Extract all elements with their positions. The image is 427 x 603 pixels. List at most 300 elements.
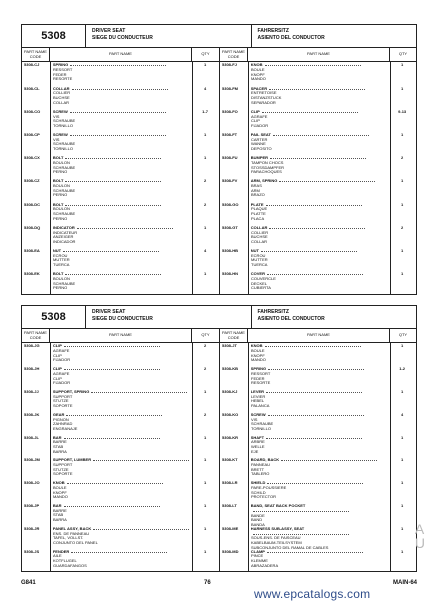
part-translation: BUCHSE <box>53 94 70 100</box>
part-translation: TUERCA <box>251 261 268 267</box>
part-entry <box>22 367 219 386</box>
entries-right <box>220 343 416 571</box>
part-name: SPACER <box>250 85 268 91</box>
part-translation: SCHRAUBE <box>53 187 76 193</box>
part-translation: SCHILD <box>251 489 266 495</box>
part-name: SPRING <box>52 62 69 68</box>
col-part-name: PART NAME <box>50 48 192 61</box>
footer-page-number: 76 <box>204 580 211 586</box>
part-row <box>220 156 416 161</box>
part-translation: ENGRANAJE <box>53 425 78 431</box>
part-name-cell <box>50 504 191 509</box>
dot-leader <box>265 65 361 66</box>
dot-leader <box>65 181 161 182</box>
column-divider <box>50 343 51 571</box>
part-translation: BANDE <box>251 512 265 518</box>
part-translation: VIS <box>53 136 60 142</box>
part-name-cell <box>50 367 191 372</box>
part-qty: 2 <box>203 178 207 184</box>
part-qty: 2 <box>203 411 207 417</box>
part-translation: BOULE <box>251 348 265 354</box>
part-qty: 2 <box>401 155 404 161</box>
part-row <box>22 87 219 92</box>
col-part-name: PART NAME <box>248 48 390 61</box>
part-entry <box>220 249 416 268</box>
part-entry <box>220 481 416 500</box>
column-divider <box>248 62 249 294</box>
part-entry <box>22 203 219 222</box>
part-row <box>22 344 219 349</box>
part-row <box>220 203 416 208</box>
part-qty: 1 <box>401 548 404 554</box>
part-qty: 1 <box>203 548 207 554</box>
part-translation: PERNO <box>53 192 68 198</box>
part-name: NUT <box>52 247 62 253</box>
dot-leader <box>65 274 161 275</box>
part-row <box>22 413 219 418</box>
part-name: ARM, SPRING <box>250 178 278 184</box>
part-code: 5308-HB <box>222 247 239 253</box>
part-row <box>220 367 416 372</box>
part-entry <box>220 272 416 291</box>
part-row <box>22 110 219 115</box>
part-translation: RESSORT <box>53 67 73 73</box>
title-right <box>252 25 417 47</box>
part-name: BOLT <box>52 178 64 184</box>
part-translation: BARRA <box>53 448 67 454</box>
title-fr: SIEGE DU CONDUCTEUR <box>92 34 153 41</box>
part-code: 5308-FT <box>222 131 238 137</box>
part-translation: KNOPF <box>53 489 67 495</box>
part-row <box>220 481 416 486</box>
part-translation: BOULON <box>53 183 70 189</box>
part-row <box>22 63 219 68</box>
col-part-code: PART NAME CODE <box>22 48 50 61</box>
part-entry <box>22 413 219 432</box>
part-name: BAR <box>52 434 62 440</box>
part-code: 5308-JH <box>24 366 40 372</box>
part-name-cell <box>50 550 191 555</box>
part-entry <box>220 527 416 550</box>
part-name-cell <box>50 272 191 277</box>
dot-leader <box>93 460 189 461</box>
part-code: 5308-JL <box>24 434 39 440</box>
part-row <box>220 527 416 537</box>
part-code: 5308-JK <box>24 411 40 417</box>
part-translation: COLLAR <box>53 99 70 105</box>
title-fr: SIEGE DU CONDUCTEUR <box>92 315 153 322</box>
col-part-code: PART NAME CODE <box>220 48 248 61</box>
dot-leader <box>266 438 362 439</box>
part-translation: AILE <box>53 553 62 559</box>
part-name: PAIL SEAT <box>250 131 271 137</box>
part-translation: STUTZE <box>53 466 69 472</box>
entries-left <box>22 62 220 294</box>
part-qty: 1 <box>401 85 404 91</box>
part-name: BAR <box>52 502 62 508</box>
part-qty: 2 <box>203 366 207 372</box>
part-name-cell <box>248 63 389 68</box>
column-divider <box>390 62 391 294</box>
part-code: 5308-JP <box>24 502 40 508</box>
dot-leader <box>66 415 162 416</box>
dot-leader <box>64 346 160 347</box>
part-translation: STOSSDAMPFER <box>251 164 285 170</box>
part-translation: SUPPORT <box>53 393 73 399</box>
part-qty: 2 <box>203 343 207 349</box>
part-row <box>220 272 416 277</box>
part-translation: PINCE <box>251 553 264 559</box>
part-translation: COLLAR <box>251 238 268 244</box>
section-code: 5308 <box>22 306 86 328</box>
part-translation: BAND <box>251 517 263 523</box>
part-code: 5308-JR <box>24 525 40 531</box>
part-name: HARNESS SUB-ASSY, SEAT <box>250 525 305 531</box>
part-qty: 1 <box>203 224 207 230</box>
part-translation: SOPORTE <box>53 471 73 477</box>
dot-leader <box>72 89 168 90</box>
part-entry <box>220 390 416 409</box>
part-qty: 1 <box>203 502 207 508</box>
part-code: 5308-ME <box>222 525 239 531</box>
part-code: 5308-HN <box>222 271 239 277</box>
col-part-name: PART NAME <box>248 329 390 342</box>
part-entry <box>22 133 219 152</box>
part-row <box>220 133 416 138</box>
part-entry <box>22 63 219 82</box>
part-row <box>220 249 416 254</box>
part-translation: ABRAZADERA <box>251 562 279 568</box>
part-row <box>220 458 416 463</box>
part-name: PLATE <box>250 201 264 207</box>
part-translation: DECKEL <box>251 280 268 286</box>
part-translation: ANZEIGER <box>53 234 74 240</box>
part-translation: FEDER <box>53 71 67 77</box>
part-qty: 1 <box>203 271 207 277</box>
column-divider <box>50 62 51 294</box>
part-row <box>220 226 416 231</box>
part-translation: BOULON <box>53 159 70 165</box>
part-translation: AGRAFE <box>53 348 70 354</box>
part-name: SUPPORT, LUMBER <box>52 457 92 463</box>
part-name: CLIP <box>250 108 260 114</box>
entries-right <box>220 62 416 294</box>
part-translation: PIGNON <box>53 416 69 422</box>
title-es: ASIENTO DEL CONDUCTOR <box>257 315 325 322</box>
part-code: 5308-CX <box>24 155 40 161</box>
part-translation: COLLIER <box>251 229 269 235</box>
part-entry <box>220 458 416 477</box>
part-code: 5308-FM <box>222 85 239 91</box>
part-translation: SCHRAUBE <box>53 280 76 286</box>
part-qty: 2 <box>203 201 207 207</box>
part-row <box>220 550 416 555</box>
part-qty: 1 <box>401 62 404 68</box>
part-translation: ARM <box>251 187 260 193</box>
part-code: 5308-EK <box>24 271 40 277</box>
part-name-cell <box>50 179 191 184</box>
part-qty: 1 <box>203 525 207 531</box>
part-translation: PARE-POUSSIERE <box>251 484 287 490</box>
part-code: 5308-CJ <box>24 62 40 68</box>
dot-leader <box>279 181 375 182</box>
part-translation: BOULE <box>251 67 265 73</box>
title-en: DRIVER SEAT <box>92 28 126 34</box>
part-row <box>220 110 416 115</box>
part-code: 5308-GT <box>222 224 238 230</box>
part-translation: SCHRAUBE <box>251 421 274 427</box>
part-translation: RESSORT <box>251 370 271 376</box>
part-name-cell <box>50 436 191 441</box>
dot-leader <box>70 112 166 113</box>
part-code: 5308-LT <box>222 502 237 508</box>
part-translation: BOULON <box>53 275 70 281</box>
part-name-cell <box>50 203 191 208</box>
part-translation: BRAS <box>251 183 262 189</box>
part-translation: BARRE <box>53 507 67 513</box>
part-row <box>22 249 219 254</box>
col-part-code: PART NAME CODE <box>220 329 248 342</box>
part-row <box>22 504 219 509</box>
part-entry <box>22 458 219 477</box>
part-translation: SUPPORT <box>53 462 73 468</box>
part-row <box>220 179 416 184</box>
part-row <box>22 133 219 138</box>
part-name: NUT <box>250 247 259 253</box>
part-translation: TORNILLO <box>251 425 271 431</box>
part-name-cell <box>50 481 191 486</box>
part-row <box>22 203 219 208</box>
part-row <box>220 504 416 514</box>
dot-leader <box>77 228 173 229</box>
part-entry <box>22 436 219 455</box>
part-name-cell <box>248 550 389 555</box>
title-en: DRIVER SEAT <box>92 309 126 315</box>
part-translation: FIJADOR <box>53 380 71 386</box>
part-name-cell <box>248 344 389 349</box>
part-code: 5308-CP <box>24 131 40 137</box>
part-name: SPRING <box>250 366 267 372</box>
part-translation: KLEMME <box>251 557 268 563</box>
col-part-code: PART NAME CODE <box>22 329 50 342</box>
part-qty: 1 <box>401 343 404 349</box>
title-de: FAHRERSITZ <box>257 309 289 315</box>
part-translation: SCHRAUBE <box>53 164 76 170</box>
part-name-cell <box>50 156 191 161</box>
part-translation: EJE <box>251 448 259 454</box>
dot-leader <box>91 392 187 393</box>
part-row <box>220 87 416 92</box>
dot-leader <box>67 483 163 484</box>
part-translation: PERNO <box>53 285 68 291</box>
part-name: COLLAR <box>52 85 70 91</box>
part-code: 5308-CZ <box>24 178 40 184</box>
part-translation: ECROU <box>53 252 68 258</box>
part-row <box>220 344 416 349</box>
part-qty: 1 <box>203 62 207 68</box>
part-qty: 1 <box>401 271 404 277</box>
part-translation: SEPARADOR <box>251 99 276 105</box>
part-entry <box>22 156 219 175</box>
part-name: FENDER <box>52 548 70 554</box>
part-name-cell <box>248 413 389 418</box>
part-code: 5308-FV <box>222 178 238 184</box>
part-translation: KNOPF <box>251 71 265 77</box>
part-code: 5308-GO <box>222 201 239 207</box>
part-row <box>22 156 219 161</box>
part-translation: TAFEL, VOLLST. <box>53 535 84 541</box>
dot-leader <box>269 89 365 90</box>
part-name: PANEL ASSY, BACK <box>52 525 92 531</box>
part-translation: FIJADOR <box>251 122 269 128</box>
part-translation: PANNEAU <box>251 462 271 468</box>
part-qty: 1 <box>203 434 207 440</box>
part-translation: BOULE <box>53 484 67 490</box>
part-entry <box>220 110 416 129</box>
part-entry <box>22 344 219 363</box>
part-name: KNOB <box>250 343 263 349</box>
part-row <box>22 367 219 372</box>
part-name-cell <box>248 436 389 441</box>
part-row <box>220 390 416 395</box>
part-qty: 1 <box>203 155 207 161</box>
part-code: 5308-CL <box>24 85 40 91</box>
part-translation: PERNO <box>53 169 68 175</box>
part-name: CLIP <box>52 366 62 372</box>
part-name: COLLAR <box>250 224 268 230</box>
part-translation: SCHRAUBE <box>53 141 76 147</box>
part-translation: KOTFLUGEL <box>53 557 77 563</box>
part-translation: SCHRAUBE <box>53 210 76 216</box>
part-name-cell <box>50 87 191 92</box>
part-entry <box>220 504 416 527</box>
part-translation: PERNO <box>53 215 68 221</box>
part-entry <box>22 179 219 198</box>
part-translation: SCHRAUBE <box>53 118 76 124</box>
part-entry <box>220 436 416 455</box>
part-name-cell <box>50 249 191 254</box>
part-name-cell <box>248 390 389 395</box>
part-entry <box>22 87 219 106</box>
part-qty: 4 <box>203 247 207 253</box>
part-translation: TAMPON CHOCS <box>251 159 284 165</box>
part-translation: STAB <box>53 443 64 449</box>
part-name: SCREW <box>52 131 68 137</box>
part-entry <box>220 367 416 386</box>
part-name-cell <box>248 179 389 184</box>
part-entry <box>220 156 416 175</box>
part-translation: MUTTER <box>53 257 70 263</box>
dot-leader <box>281 460 377 461</box>
part-translation: ZAHNRAD <box>53 421 73 427</box>
part-code: 5308-DQ <box>24 224 41 230</box>
dot-leader <box>268 415 364 416</box>
part-translation: AGRAFE <box>53 370 70 376</box>
part-code: 5308-CO <box>24 108 41 114</box>
part-translation: COUVERCLE <box>251 275 276 281</box>
part-qty: 1 <box>203 480 207 486</box>
part-qty: 1 <box>203 131 207 137</box>
part-translation: STAB <box>53 512 64 518</box>
part-translation: PLACA <box>251 215 265 221</box>
part-qty: 1 <box>401 247 404 253</box>
part-translation: RESORTE <box>251 380 271 386</box>
part-entry <box>220 63 416 82</box>
footer-model: G841 <box>21 580 36 586</box>
part-translation: ECROU <box>251 252 266 258</box>
part-translation: PALANCA <box>251 402 270 408</box>
title-es: ASIENTO DEL CONDUCTOR <box>257 34 325 41</box>
col-qty: QTY <box>192 48 220 61</box>
column-headers <box>22 48 416 62</box>
side-letters: A U <box>414 521 425 551</box>
parts-table-top <box>21 24 417 295</box>
dot-leader <box>70 135 166 136</box>
dot-leader <box>64 438 160 439</box>
part-translation: BRETT <box>251 466 265 472</box>
title-right <box>252 306 417 328</box>
part-name: BUMPER <box>250 155 269 161</box>
part-code: 5308-MD <box>222 548 239 554</box>
dot-leader <box>63 251 159 252</box>
dot-leader <box>261 251 357 252</box>
part-translation: VIS <box>53 113 60 119</box>
part-name-cell <box>50 413 191 418</box>
part-translation: BARRA <box>53 516 67 522</box>
part-translation: HEBEL <box>251 398 265 404</box>
part-code: 5308-JS <box>24 548 40 554</box>
part-translation: TABLERO <box>251 471 270 477</box>
part-code: 5308-JO <box>24 480 40 486</box>
part-translation: ENTRETOISE <box>251 90 277 96</box>
part-entry <box>220 203 416 222</box>
part-translation: COLLIER <box>53 90 71 96</box>
part-translation: TUERCA <box>53 261 70 267</box>
dot-leader <box>270 158 366 159</box>
part-translation: KABELBAUM-TEILSYSTEM <box>251 539 302 545</box>
watermark: www.epcatalogs.com <box>254 587 371 601</box>
part-name: SHIELD <box>250 480 266 486</box>
dot-leader <box>267 483 363 484</box>
part-name: BOARD, BACK <box>250 457 280 463</box>
part-name: SCREW <box>250 411 266 417</box>
part-translation: ENS. DE PANNEAU <box>53 530 90 536</box>
part-translation: FEDER <box>251 375 265 381</box>
part-translation: RESORTE <box>53 76 73 82</box>
part-code: 5308-EA <box>24 247 40 253</box>
part-code: 5308-KJ <box>222 388 238 394</box>
part-code: 5308-JG <box>24 343 40 349</box>
part-code: 5308-FU <box>222 155 238 161</box>
dot-leader <box>71 552 167 553</box>
part-row <box>22 458 219 463</box>
part-code: 5308-FJ <box>222 62 237 68</box>
part-name-cell <box>50 344 191 349</box>
dot-leader <box>64 506 160 507</box>
part-translation: STUTZE <box>53 398 69 404</box>
part-row <box>22 527 219 532</box>
dot-leader <box>266 392 362 393</box>
part-translation: CLIP <box>251 118 260 124</box>
part-entry <box>22 272 219 291</box>
part-qty: 1 <box>401 480 404 486</box>
title-left <box>86 306 252 328</box>
part-translation: MUTTER <box>251 257 268 263</box>
part-translation: KNOPF <box>251 352 265 358</box>
dot-leader <box>70 65 166 66</box>
part-name: BOLT <box>52 201 64 207</box>
part-translation: MANDO <box>53 494 68 500</box>
